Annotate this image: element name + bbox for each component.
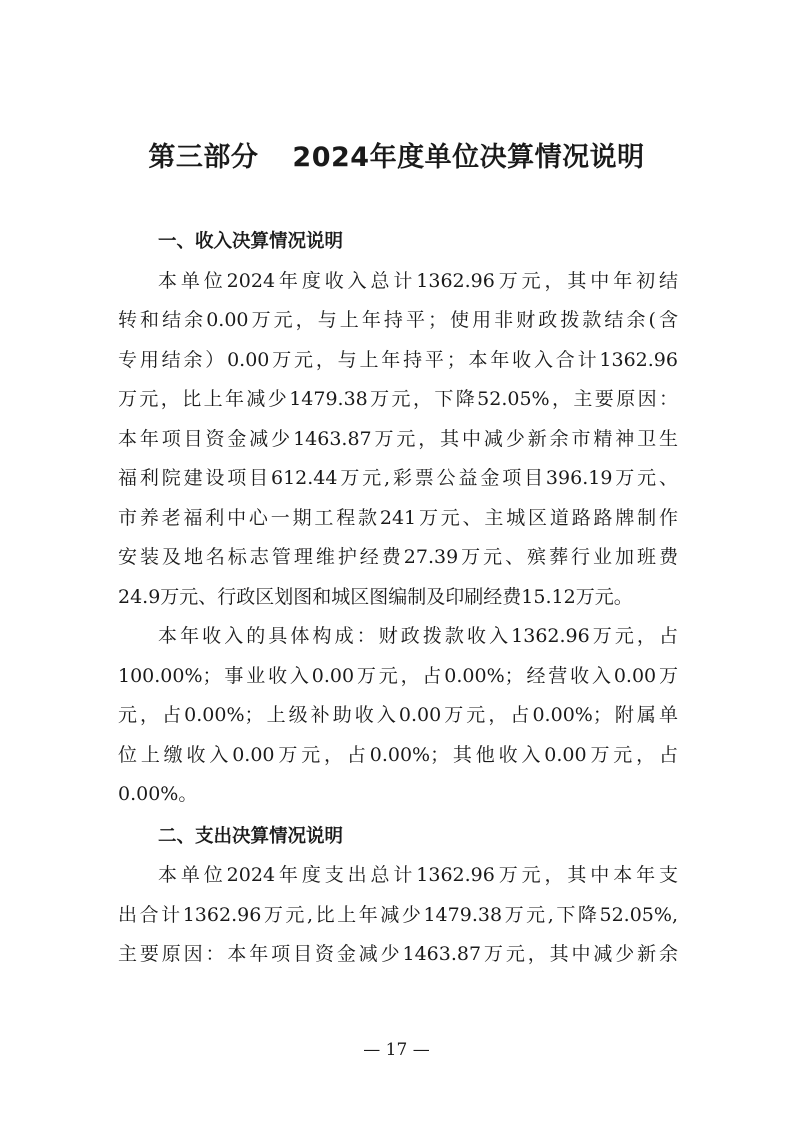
text-line: 专用结余）0.00万元，与上年持平；本年收入合计1362.96 [118, 348, 678, 371]
text-line: 转和结余0.00万元，与上年持平；使用非财政拨款结余(含 [118, 309, 678, 331]
section-heading-expenditure: 二、支出决算情况说明 [158, 825, 344, 847]
text-line: 市养老福利中心一期工程款241万元、主城区道路路牌制作 [118, 506, 678, 529]
text-line: 本单位2024年度支出总计1362.96万元，其中本年支 [158, 864, 678, 886]
text-line: 本年项目资金减少1463.87万元，其中减少新余市精神卫生 [118, 427, 678, 450]
text-line: 0.00%。 [118, 783, 198, 805]
text-line: 出合计1362.96万元,比上年减少1479.38万元,下降52.05%, [118, 903, 678, 926]
title-text: 2024年度单位决算情况说明 [292, 142, 645, 173]
text-line: 24.9万元、行政区划图和城区图编制及印刷经费15.12万元。 [118, 585, 633, 608]
section-heading-income: 一、收入决算情况说明 [158, 231, 344, 252]
income-paragraph-2 [118, 617, 678, 815]
text-line: 100.00%；事业收入0.00万元，占0.00%；经营收入0.00万 [118, 664, 678, 687]
text-line: 主要原因：本年项目资金减少1463.87万元，其中减少新余 [118, 943, 678, 965]
text-line: 元，占0.00%；上级补助收入0.00万元，占0.00%；附属单 [118, 704, 678, 726]
text-line: 本单位2024年度收入总计1362.96万元，其中年初结 [158, 269, 678, 292]
document-body [118, 222, 678, 975]
page-number: — 17 — [363, 1040, 430, 1060]
text-line: 本年收入的具体构成：财政拨款收入1362.96万元，占 [158, 625, 678, 647]
page-title [0, 138, 793, 178]
text-line: 安装及地名标志管理维护经费27.39万元、殡葬行业加班费 [118, 546, 678, 568]
expenditure-paragraph-1 [118, 856, 678, 975]
income-paragraph-1 [118, 262, 678, 618]
title-part: 第三部分 [148, 142, 259, 173]
text-line: 万元，比上年减少1479.38万元，下降52.05%，主要原因： [118, 388, 678, 410]
text-line: 位上缴收入0.00万元，占0.00%；其他收入0.00万元，占 [118, 743, 678, 766]
text-line: 福利院建设项目612.44万元,彩票公益金项目396.19万元、 [118, 467, 678, 489]
